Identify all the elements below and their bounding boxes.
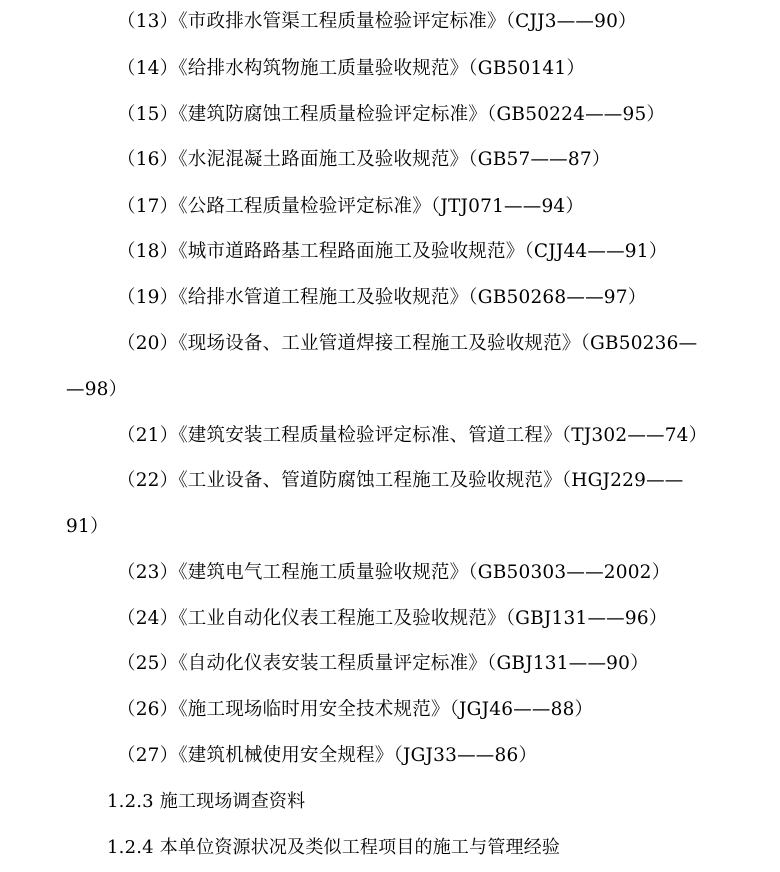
section-heading-1-2-3 <box>107 790 780 814</box>
section-title: 施工现场调查资料 <box>159 791 306 812</box>
item-title: 《给排水构筑物施工质量验收规范》 <box>178 58 469 79</box>
item-title: 《建筑机械使用安全规程》 <box>178 745 394 766</box>
item-number: （13） <box>117 11 179 32</box>
standard-item-23 <box>117 561 780 585</box>
item-title: 《施工现场临时用安全技术规范》 <box>178 699 450 720</box>
item-code-continuation: —98） <box>66 379 128 400</box>
item-number: （26） <box>117 699 179 720</box>
item-number: （24） <box>117 608 179 629</box>
standard-item-21 <box>117 424 780 448</box>
section-heading-1-2-4 <box>107 836 780 860</box>
item-number: （16） <box>117 149 179 170</box>
item-code: （GBJ131——96） <box>505 608 668 629</box>
item-title: 《公路工程质量检验评定标准》 <box>178 196 431 217</box>
item-number: （21） <box>117 425 179 446</box>
standard-item-22 <box>117 469 780 493</box>
item-code: （GB50141） <box>468 58 586 79</box>
item-title: 《建筑防腐蚀工程质量检验评定标准》 <box>178 104 487 125</box>
item-title: 《城市道路路基工程路面施工及验收规范》 <box>178 241 525 262</box>
item-number: （17） <box>117 196 179 217</box>
item-code: （CJJ3——90） <box>505 11 637 32</box>
standard-item-24 <box>117 607 780 631</box>
item-number: （15） <box>117 104 179 125</box>
standard-item-15 <box>117 103 780 127</box>
standard-item-26 <box>117 698 780 722</box>
item-code: （GB50236— <box>580 333 698 354</box>
standard-item-13 <box>117 10 780 34</box>
standard-item-18 <box>117 240 780 264</box>
item-code: （JGJ33——86） <box>393 745 538 766</box>
item-code: （JGJ46——88） <box>449 699 594 720</box>
item-title: 《工业自动化仪表工程施工及验收规范》 <box>178 608 506 629</box>
item-title: 《市政排水管渠工程质量检验评定标准》 <box>178 11 506 32</box>
item-number: （18） <box>117 241 179 262</box>
item-number: （19） <box>117 287 179 308</box>
standard-item-20-continuation <box>66 378 780 402</box>
item-code: （GB57——87） <box>468 149 611 170</box>
standard-item-17 <box>117 195 780 219</box>
item-number: （27） <box>117 745 179 766</box>
item-title: 《建筑电气工程施工质量验收规范》 <box>178 562 469 583</box>
item-code: （GBJ131——90） <box>487 653 649 674</box>
standard-item-20 <box>117 332 780 356</box>
standard-item-14 <box>117 57 780 81</box>
item-code: （JTJ071——94） <box>430 196 585 217</box>
item-code-continuation: 91） <box>66 516 109 537</box>
item-code: （HGJ229—— <box>561 470 684 491</box>
standard-item-27 <box>117 744 780 768</box>
item-title: 《自动化仪表安装工程质量评定标准》 <box>178 653 487 674</box>
item-code: （CJJ44——91） <box>524 241 668 262</box>
item-number: （25） <box>117 653 179 674</box>
item-title: 《建筑安装工程质量检验评定标准、管道工程》 <box>178 425 562 446</box>
standard-item-16 <box>117 148 780 172</box>
item-number: （20） <box>117 333 179 354</box>
section-number: 1.2.3 <box>107 791 154 812</box>
item-code: （GB50224——95） <box>487 104 666 125</box>
item-title: 《工业设备、管道防腐蚀工程施工及验收规范》 <box>178 470 562 491</box>
item-code: （GB50268——97） <box>468 287 647 308</box>
item-title: 《给排水管道工程施工及验收规范》 <box>178 287 469 308</box>
item-title: 《现场设备、工业管道焊接工程施工及验收规范》 <box>178 333 581 354</box>
item-code: （TJ302——74） <box>561 425 708 446</box>
item-number: （23） <box>117 562 179 583</box>
standard-item-22-continuation <box>66 515 780 539</box>
item-title: 《水泥混凝土路面施工及验收规范》 <box>178 149 469 170</box>
section-title: 本单位资源状况及类似工程项目的施工与管理经验 <box>159 837 561 858</box>
section-number: 1.2.4 <box>107 837 154 858</box>
standard-item-19 <box>117 286 780 310</box>
standard-item-25 <box>117 652 780 676</box>
item-code: （GB50303——2002） <box>468 562 671 583</box>
item-number: （14） <box>117 58 179 79</box>
item-number: （22） <box>117 470 179 491</box>
